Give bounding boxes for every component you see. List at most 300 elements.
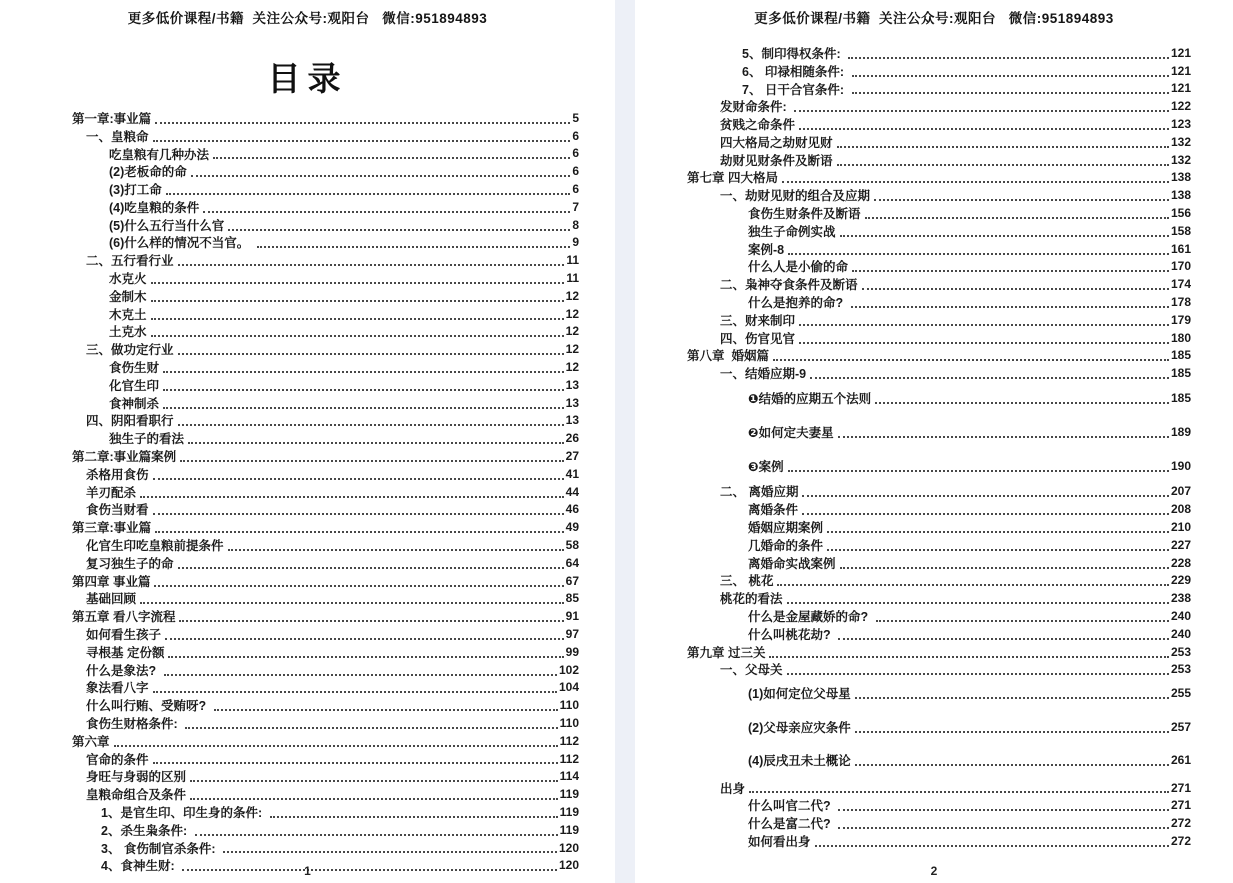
toc-entry — [687, 625, 1191, 643]
dot-leader — [838, 827, 1169, 829]
page-ref: 179 — [1170, 312, 1191, 327]
toc-entry-label: 独生子命例实战 — [748, 224, 836, 239]
dot-leader — [163, 389, 564, 391]
page-ref: 58 — [565, 538, 579, 553]
toc-entry-label: (6)什么样的情况不当官。 — [109, 236, 253, 251]
dot-leader — [862, 288, 1169, 290]
toc-entry — [72, 305, 579, 323]
toc-entry-label: 一、结婚应期-9 — [720, 367, 807, 382]
toc-entry-label: 4、食神生财: — [101, 859, 179, 874]
dot-leader — [188, 442, 564, 444]
toc-entry-label: 四、阴阳看职行 — [86, 414, 174, 429]
toc-entry — [72, 572, 579, 590]
toc-entry — [72, 590, 579, 608]
page-ref: 253 — [1170, 662, 1191, 677]
toc-entry-label: 象法看八字 — [86, 681, 149, 696]
dot-leader — [190, 780, 558, 782]
toc-entry-label: 二、五行看行业 — [86, 254, 174, 269]
toc-entry — [72, 287, 579, 305]
page-ref: 185 — [1170, 366, 1191, 381]
toc-entry — [72, 607, 579, 625]
dot-leader — [802, 513, 1169, 515]
page-ref: 99 — [565, 644, 579, 659]
toc-entry-label: 二、枭神夺食条件及断语 — [720, 278, 858, 293]
toc-entry-label: 基础回顾 — [86, 592, 137, 607]
toc-entry — [687, 186, 1191, 204]
page-ref: 12 — [565, 342, 579, 357]
toc-entry — [72, 785, 579, 803]
page-ref: 122 — [1170, 99, 1191, 114]
toc-entry — [687, 796, 1191, 814]
toc-entry — [687, 518, 1191, 536]
page-ref: 110 — [559, 698, 579, 713]
toc-entry — [72, 839, 579, 857]
toc-entry — [687, 258, 1191, 276]
page-ref: 158 — [1170, 223, 1191, 238]
page-ref: 138 — [1170, 170, 1191, 185]
toc-entry-label: 四、伤官见官 — [720, 331, 796, 346]
toc-entry — [687, 169, 1191, 187]
toc-entry — [72, 518, 579, 536]
page-ref: 6 — [572, 182, 579, 197]
page-ref: 13 — [565, 413, 579, 428]
toc-entry — [72, 643, 579, 661]
page-ref: 180 — [1170, 330, 1191, 345]
dot-leader — [153, 762, 558, 764]
toc-entry-label: 什么叫官二代? — [748, 799, 835, 814]
dot-leader — [749, 791, 1169, 793]
toc-page-2 — [635, 0, 1233, 883]
dot-leader — [852, 75, 1169, 77]
page-ref: 46 — [565, 502, 579, 517]
dot-leader — [178, 567, 564, 569]
dot-leader — [782, 181, 1169, 183]
page-ref: 11 — [566, 271, 579, 286]
toc-entry — [687, 661, 1191, 679]
toc-entry-label: 5、制印得权条件: — [742, 46, 845, 61]
toc-entry — [687, 814, 1191, 832]
toc-entry — [687, 751, 1191, 769]
page-ref: 112 — [559, 733, 579, 748]
dot-leader — [837, 146, 1169, 148]
page-ref: 7 — [572, 199, 579, 214]
toc-entry-label: 婚姻应期案例 — [748, 521, 824, 536]
toc-entry — [687, 536, 1191, 554]
page-ref: 85 — [565, 591, 579, 606]
page-ref: 121 — [1170, 63, 1191, 78]
dot-leader — [153, 691, 557, 693]
page-ref: 13 — [565, 377, 579, 392]
dot-leader — [153, 513, 564, 515]
toc-entry-label: 案例-8 — [748, 242, 785, 257]
toc-entry — [687, 589, 1191, 607]
page-ref: 138 — [1170, 188, 1191, 203]
toc-entry-label: 一、父母关 — [720, 663, 783, 678]
toc-entry-label: 什么叫桃花劫? — [748, 627, 835, 642]
dot-leader — [838, 638, 1169, 640]
dot-leader — [810, 377, 1169, 379]
page-ref: 11 — [566, 253, 579, 268]
dot-leader — [163, 371, 564, 373]
toc-entry-label: 离婚条件 — [748, 503, 799, 518]
page-ref: 255 — [1170, 686, 1191, 701]
dot-leader — [163, 407, 564, 409]
dot-leader — [815, 845, 1169, 847]
toc-entry — [72, 679, 579, 697]
dot-leader — [838, 436, 1169, 438]
page-ref: 229 — [1170, 573, 1191, 588]
page-ref: 6 — [572, 146, 579, 161]
toc-entry — [687, 684, 1191, 702]
toc-entry-label: 第九章 过三关 — [687, 645, 766, 660]
page-header: 更多低价课程/书籍 关注公众号:观阳台 微信:951894893 — [127, 11, 488, 26]
dot-leader — [874, 199, 1169, 201]
page-ref: 271 — [1170, 798, 1191, 813]
page-ref: 123 — [1170, 117, 1191, 132]
toc-entry-label: 吃皇粮有几种办法 — [109, 147, 210, 162]
page-ref: 228 — [1170, 555, 1191, 570]
page-ref: 190 — [1170, 458, 1191, 473]
page-ref: 120 — [558, 858, 579, 873]
toc-entry — [687, 204, 1191, 222]
toc-entry-label: 第三章:事业篇 — [72, 521, 152, 536]
toc-entry-label: 食神制杀 — [109, 396, 160, 411]
toc-entry — [72, 323, 579, 341]
dot-leader — [214, 709, 558, 711]
page-ref: 227 — [1170, 537, 1191, 552]
page-ref: 207 — [1170, 484, 1191, 499]
toc-list — [0, 109, 615, 874]
dot-leader — [203, 211, 570, 213]
toc-entry — [687, 364, 1191, 382]
toc-entry-label: 第六章 — [72, 734, 110, 749]
toc-entry — [687, 607, 1191, 625]
toc-entry — [72, 821, 579, 839]
toc-entry-label: 二、 离婚应期 — [720, 485, 799, 500]
toc-entry-label: (4)辰戌丑未土概论 — [748, 753, 851, 768]
dot-leader — [799, 324, 1169, 326]
toc-list — [635, 44, 1233, 850]
toc-entry-label: 6、 印禄相随条件: — [742, 64, 848, 79]
toc-entry — [687, 115, 1191, 133]
dot-leader — [855, 697, 1169, 699]
toc-entry — [72, 251, 579, 269]
toc-entry-label: 什么人是小偷的命 — [748, 260, 849, 275]
dot-leader — [799, 128, 1169, 130]
toc-entry — [72, 145, 579, 163]
dot-leader — [840, 235, 1169, 237]
toc-entry — [72, 376, 579, 394]
toc-entry-label: (4)吃皇粮的条件 — [109, 200, 200, 215]
toc-entry — [72, 501, 579, 519]
dot-leader — [865, 217, 1169, 219]
dot-leader — [195, 834, 558, 836]
page-ref: 253 — [1170, 644, 1191, 659]
dot-leader — [840, 567, 1169, 569]
toc-entry — [72, 696, 579, 714]
dot-leader — [852, 92, 1169, 94]
toc-entry-label: 如何看生孩子 — [86, 628, 162, 643]
toc-entry-label: ❷如何定夫妻星 — [748, 425, 834, 440]
toc-entry-label: 三、做功定行业 — [86, 343, 174, 358]
page-ref: 27 — [565, 449, 579, 464]
dot-leader — [168, 656, 563, 658]
toc-entry-label: 什么是抱养的命? — [748, 296, 847, 311]
dot-leader — [787, 602, 1169, 604]
toc-entry — [687, 275, 1191, 293]
dot-leader — [788, 253, 1169, 255]
toc-entry-label: 食伤生财格条件: — [86, 717, 182, 731]
toc-entry — [687, 832, 1191, 850]
page-ref: 119 — [559, 822, 579, 837]
page-ref: 44 — [565, 484, 579, 499]
dot-leader — [155, 531, 563, 533]
page-ref: 132 — [1170, 134, 1191, 149]
toc-entry-label: 独生子的看法 — [109, 432, 185, 447]
toc-entry-label: 皇粮命组合及条件 — [86, 788, 187, 803]
page-ref: 132 — [1170, 152, 1191, 167]
page-ref: 178 — [1170, 295, 1191, 310]
page-ref: 49 — [565, 520, 579, 535]
page-ref: 26 — [565, 431, 579, 446]
dot-leader — [851, 306, 1169, 308]
toc-entry-label: 金制木 — [109, 289, 147, 304]
toc-entry — [72, 767, 579, 785]
toc-entry — [687, 718, 1191, 736]
toc-entry-label: 第八章 婚姻篇 — [687, 349, 769, 364]
toc-entry — [72, 358, 579, 376]
toc-entry — [687, 500, 1191, 518]
dot-leader — [179, 620, 563, 622]
dot-leader — [787, 673, 1169, 675]
dot-leader — [270, 816, 558, 818]
page-ref: 114 — [559, 769, 579, 784]
page-ref: 8 — [572, 217, 579, 232]
toc-entry-label: 桃花的看法 — [720, 592, 783, 607]
toc-entry — [72, 429, 579, 447]
toc-entry — [687, 222, 1191, 240]
dot-leader — [185, 727, 558, 729]
dot-leader — [151, 318, 564, 320]
toc-entry-label: 第二章:事业篇案例 — [72, 450, 177, 465]
page-header: 更多低价课程/书籍 关注公众号:观阳台 微信:951894893 — [754, 11, 1114, 26]
dot-leader — [180, 460, 563, 462]
dot-leader — [773, 359, 1169, 361]
toc-entry — [687, 240, 1191, 258]
page-ref: 104 — [558, 680, 579, 695]
dot-leader — [178, 424, 564, 426]
dot-leader — [213, 157, 570, 159]
toc-entry — [72, 198, 579, 216]
toc-entry-label: 几婚命的条件 — [748, 538, 824, 553]
dot-leader — [165, 638, 564, 640]
page-ref: 185 — [1170, 391, 1191, 406]
toc-entry — [687, 423, 1191, 441]
toc-entry-label: 什么是金屋藏娇的命? — [748, 610, 872, 625]
dot-leader — [155, 122, 570, 124]
toc-entry — [72, 661, 579, 679]
dot-leader — [190, 798, 558, 800]
toc-entry — [72, 412, 579, 430]
toc-entry-label: 三、财来制印 — [720, 313, 796, 328]
dot-leader — [837, 164, 1169, 166]
dot-leader — [852, 270, 1169, 272]
dot-leader — [257, 246, 571, 248]
toc-entry-label: 四大格局之劫财见财 — [720, 135, 833, 150]
dot-leader — [827, 549, 1169, 551]
toc-entry — [687, 389, 1191, 407]
page-ref: 271 — [1170, 780, 1191, 795]
page-ref: 91 — [565, 609, 579, 624]
toc-entry-label: 什么是象法? — [86, 663, 160, 678]
page-ref: 12 — [565, 324, 579, 339]
toc-entry — [72, 340, 579, 358]
dot-leader — [799, 342, 1169, 344]
toc-entry — [72, 554, 579, 572]
toc-entry-label: 7、 日干合官条件: — [742, 82, 848, 97]
toc-entry-label: 木克土 — [109, 307, 147, 322]
dot-leader — [794, 110, 1169, 112]
page-ref: 119 — [559, 804, 579, 819]
toc-entry — [72, 269, 579, 287]
toc-entry-label: (3)打工命 — [109, 183, 162, 198]
dot-leader — [855, 731, 1169, 733]
page-ref: 170 — [1170, 259, 1191, 274]
dot-leader — [154, 585, 563, 587]
page-ref: 119 — [559, 787, 579, 802]
dot-leader — [140, 602, 564, 604]
dot-leader — [788, 470, 1169, 472]
dot-leader — [802, 495, 1168, 497]
toc-entry-label: 化官生印 — [109, 378, 160, 393]
toc-title: 目录 — [267, 62, 348, 98]
toc-page-1 — [0, 0, 615, 883]
page-ref: 240 — [1170, 609, 1191, 623]
toc-entry-label: 寻根基 定份额 — [86, 645, 165, 660]
page-ref: 208 — [1170, 502, 1191, 517]
toc-entry — [72, 180, 579, 198]
toc-entry-label: 劫财见财条件及断语 — [720, 153, 833, 168]
toc-entry-label: 食伤生财 — [109, 361, 160, 376]
dot-leader — [153, 478, 564, 480]
page-number: 2 — [930, 864, 938, 878]
dot-leader — [153, 140, 571, 142]
toc-entry — [687, 457, 1191, 475]
dot-leader — [838, 809, 1169, 811]
page-ref: 156 — [1170, 206, 1191, 221]
toc-entry — [687, 554, 1191, 572]
dot-leader — [151, 300, 564, 302]
dot-leader — [191, 175, 571, 177]
toc-entry-label: (2)父母亲应灾条件 — [748, 721, 851, 735]
toc-entry — [72, 127, 579, 145]
page-ref: 261 — [1170, 752, 1191, 767]
dot-leader — [164, 674, 557, 676]
page-number: 1 — [304, 864, 311, 878]
toc-entry — [72, 109, 579, 127]
toc-entry-label: 食伤当财看 — [86, 503, 149, 518]
toc-entry-label: 什么是富二代? — [748, 817, 835, 832]
toc-entry-label: 第一章:事业篇 — [72, 111, 152, 126]
toc-entry — [687, 133, 1191, 151]
toc-entry-label: 复习独生子的命 — [86, 556, 174, 571]
dot-leader — [114, 745, 558, 747]
dot-leader — [178, 353, 564, 355]
dot-leader — [223, 851, 557, 853]
toc-entry-label: 什么叫行贿、受贿呀? — [86, 699, 210, 714]
toc-entry-label: 土克水 — [109, 325, 147, 340]
toc-entry-label: 2、杀生枭条件: — [101, 823, 191, 838]
toc-entry — [687, 62, 1191, 80]
page-ref: 185 — [1170, 348, 1191, 363]
dot-leader — [777, 584, 1168, 586]
dot-leader — [827, 531, 1169, 533]
toc-entry — [687, 80, 1191, 98]
toc-entry — [72, 465, 579, 483]
page-ref: 238 — [1170, 591, 1191, 606]
toc-entry-label: 一、皇粮命 — [86, 129, 149, 144]
toc-entry-label: 杀格用食伤 — [86, 467, 149, 482]
toc-entry — [72, 714, 579, 732]
page-ref: 67 — [565, 573, 579, 588]
toc-entry — [72, 216, 579, 234]
page-ref: 12 — [565, 360, 579, 375]
page-ref: 120 — [558, 840, 579, 855]
page-ref: 189 — [1170, 424, 1191, 439]
toc-entry — [72, 625, 579, 643]
page-ref: 272 — [1170, 816, 1191, 831]
toc-entry — [72, 536, 579, 554]
dot-leader — [848, 57, 1169, 59]
toc-entry — [72, 732, 579, 750]
toc-entry — [687, 347, 1191, 365]
dot-leader — [228, 229, 570, 231]
toc-entry — [687, 329, 1191, 347]
page-ref: 161 — [1170, 241, 1191, 256]
toc-entry-label: (1)如何定位父母星 — [748, 687, 851, 702]
toc-entry-label: 1、是官生印、印生身的条件: — [101, 805, 266, 820]
toc-entry-label: 一、劫财见财的组合及应期 — [720, 189, 871, 204]
toc-entry-label: 身旺与身弱的区别 — [86, 770, 187, 785]
toc-entry — [687, 643, 1191, 661]
toc-entry — [687, 151, 1191, 169]
page-ref: 64 — [565, 555, 579, 570]
toc-entry-label: (2)老板命的命 — [109, 165, 187, 180]
toc-entry-label: 第四章 事业篇 — [72, 574, 151, 589]
page-ref: 6 — [572, 164, 579, 179]
toc-entry — [72, 234, 579, 252]
toc-entry — [687, 97, 1191, 115]
toc-entry — [687, 293, 1191, 311]
toc-entry-label: 官命的条件 — [86, 752, 149, 767]
page-ref: 9 — [572, 235, 579, 250]
toc-entry — [687, 44, 1191, 62]
page-ref: 257 — [1170, 719, 1191, 734]
toc-entry-label: 化官生印吃皇粮前提条件 — [86, 539, 224, 554]
toc-entry — [687, 779, 1191, 797]
page-ref: 97 — [565, 627, 579, 641]
page-ref: 102 — [558, 662, 579, 677]
page-ref: 5 — [572, 110, 579, 125]
page-ref: 41 — [565, 466, 579, 481]
toc-entry-label: 食伤生财条件及断语 — [748, 207, 861, 222]
dot-leader — [876, 620, 1169, 622]
toc-entry — [72, 447, 579, 465]
page-gutter — [615, 0, 635, 883]
page-ref: 12 — [565, 288, 579, 303]
toc-entry-label: 出身 — [720, 781, 746, 796]
dot-leader — [875, 402, 1169, 404]
